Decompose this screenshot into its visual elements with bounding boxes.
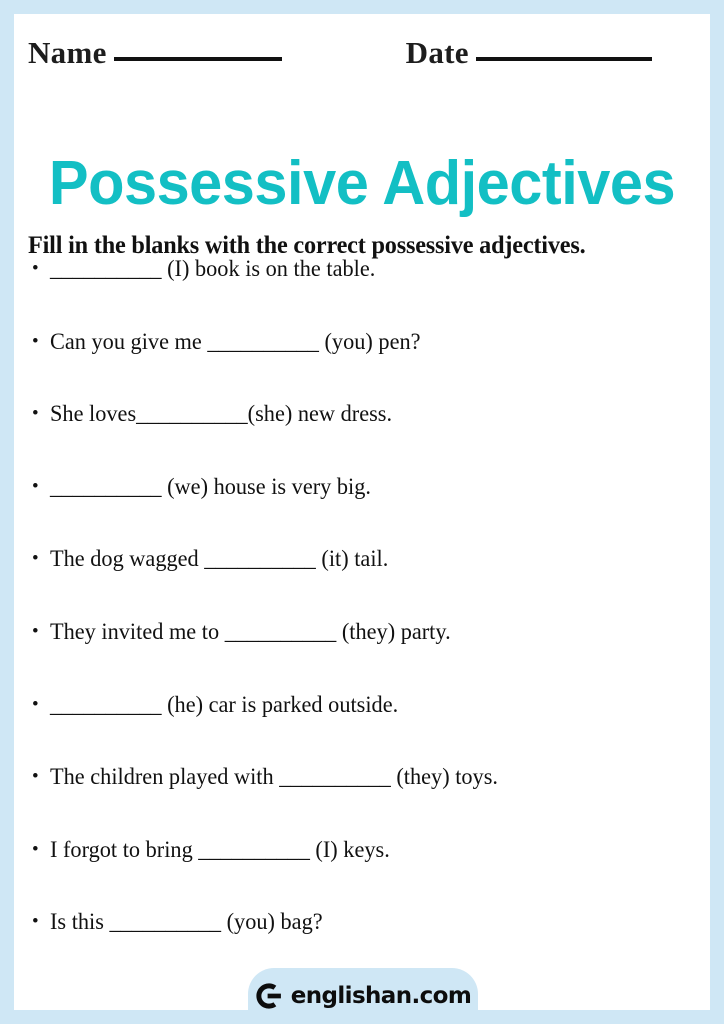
list-item xyxy=(14,399,710,472)
date-write-line[interactable] xyxy=(476,57,652,61)
name-write-line[interactable] xyxy=(114,57,282,61)
list-item xyxy=(14,544,710,617)
question-text: __________ (he) car is parked outside. xyxy=(50,691,399,717)
brand-name: englishan.com xyxy=(290,982,472,1009)
question-text: __________ (I) book is on the table. xyxy=(50,256,376,281)
list-item xyxy=(14,835,710,908)
date-label: Date xyxy=(405,35,469,70)
name-label: Name xyxy=(28,35,107,70)
brand-badge[interactable] xyxy=(248,968,478,1024)
date-field[interactable] xyxy=(406,37,652,76)
page-title: Possessive Adjectives xyxy=(48,148,676,218)
question-text: Can you give me __________ (you) pen? xyxy=(50,328,421,354)
englishan-e-circle-logo-icon xyxy=(255,982,283,1010)
list-item xyxy=(14,254,710,327)
instruction-text: Fill in the blanks with the correct possessive adjectives. xyxy=(28,232,586,259)
question-text: They invited me to __________ (they) party. xyxy=(50,618,451,644)
header-fields xyxy=(14,14,710,76)
question-text: I forgot to bring __________ (I) keys. xyxy=(50,836,390,862)
name-field[interactable] xyxy=(28,37,282,76)
worksheet-page xyxy=(14,14,710,1010)
list-item xyxy=(14,762,710,835)
question-text: __________ (we) house is very big. xyxy=(50,473,371,499)
list-item xyxy=(14,472,710,545)
list-item xyxy=(14,327,710,400)
question-list xyxy=(14,254,710,980)
question-text: The dog wagged __________ (it) tail. xyxy=(50,546,389,572)
question-text: The children played with __________ (they) toys. xyxy=(50,764,498,790)
list-item xyxy=(14,690,710,763)
list-item xyxy=(14,617,710,690)
question-text: Is this __________ (you) bag? xyxy=(50,909,323,935)
question-text: She loves__________(she) new dress. xyxy=(50,401,393,427)
